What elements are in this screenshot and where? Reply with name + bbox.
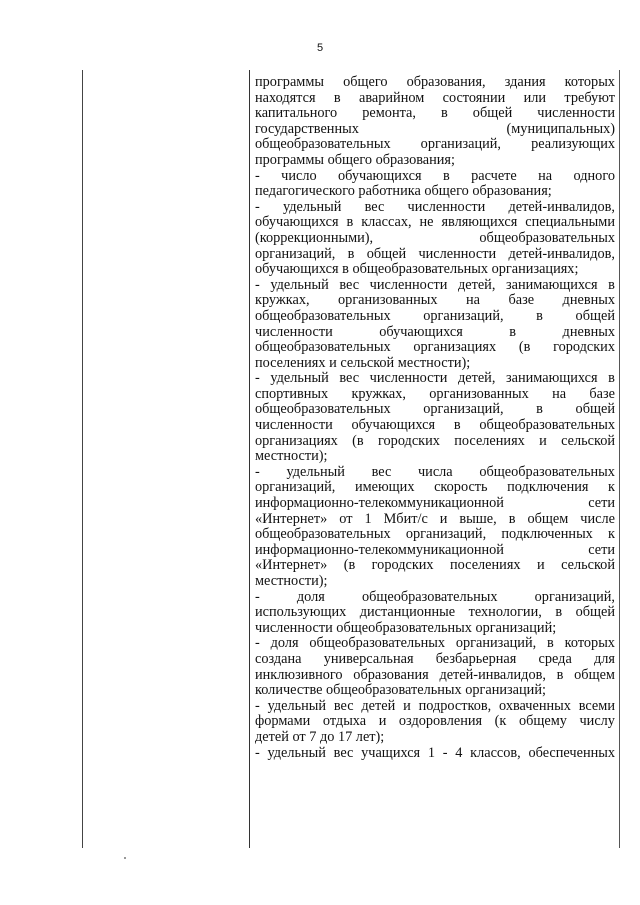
word: и: [378, 713, 387, 730]
text-line: [255, 215, 615, 231]
word: создана: [255, 650, 302, 667]
word: в: [440, 105, 448, 122]
word: численности общеобразовательных организаций;: [255, 619, 557, 636]
word: подключения: [507, 479, 589, 496]
word: общеобразовательных: [309, 635, 446, 652]
word: специальными: [525, 214, 615, 231]
word: обучающихся: [255, 214, 339, 231]
word: отдыха: [322, 713, 367, 730]
text-line: [255, 371, 615, 387]
text-line: [255, 512, 615, 528]
text-line: [255, 200, 615, 216]
word: организаций,: [423, 307, 504, 324]
word: не: [419, 214, 434, 231]
word: на: [465, 292, 480, 309]
word: подростков,: [418, 697, 492, 714]
word: в: [536, 401, 543, 418]
text-line: [255, 730, 615, 746]
word: -: [255, 588, 260, 605]
word: «Интернет»: [255, 557, 328, 574]
text-line: [255, 465, 615, 481]
word: вес: [333, 744, 354, 761]
word: общей: [575, 401, 615, 418]
word: (в: [343, 557, 356, 574]
word: поселениях: [450, 557, 521, 574]
text-line: [255, 683, 615, 699]
word: (в: [352, 432, 364, 449]
word: всеми: [578, 697, 615, 714]
word: общеобразовательных: [255, 526, 391, 543]
word: организаций,: [455, 635, 537, 652]
word: общеобразовательных: [255, 136, 391, 153]
word: организаций,: [534, 588, 615, 605]
word: Мбит/с: [383, 510, 428, 527]
word: базе: [589, 385, 615, 402]
word: (к: [494, 713, 507, 730]
word: -: [255, 276, 260, 293]
word: ремонта,: [362, 105, 416, 122]
word: образования: [353, 666, 429, 683]
word: -: [255, 167, 260, 184]
word: удельный: [267, 744, 326, 761]
word: в: [509, 323, 517, 340]
text-line: [255, 356, 615, 372]
word: -: [255, 744, 260, 761]
word: организаций,: [420, 136, 502, 153]
word: городских: [378, 432, 440, 449]
word: от: [339, 510, 353, 527]
text-line: [255, 605, 615, 621]
word: капитального: [255, 105, 338, 122]
word: удельный: [282, 198, 342, 215]
word: занимающихся: [505, 370, 598, 387]
word: 1: [364, 510, 372, 527]
word: общей: [575, 307, 615, 324]
word: общей: [366, 245, 407, 262]
word: организациях: [413, 339, 497, 356]
text-line: [255, 527, 615, 543]
word: (коррекционными),: [255, 229, 374, 246]
word: поселениях и сельской местности);: [255, 354, 471, 371]
word: доля: [270, 635, 299, 652]
word: -: [255, 198, 260, 215]
text-line: [255, 387, 615, 403]
word: вес: [339, 276, 360, 293]
word: которых: [564, 635, 615, 652]
word: численности: [255, 323, 333, 340]
word: к: [608, 526, 615, 543]
word: детей,: [457, 370, 496, 387]
word: для: [593, 650, 615, 667]
word: удельный: [270, 276, 329, 293]
word: обучающихся: [379, 323, 463, 340]
text-line: [255, 418, 615, 434]
text-line: [255, 746, 615, 762]
word: организованных: [338, 292, 438, 309]
text-line: [255, 449, 615, 465]
word: требуют: [564, 89, 615, 106]
word: дистанционные: [359, 604, 456, 621]
word: 4: [455, 744, 463, 761]
text-line: [255, 262, 615, 278]
word: численности: [418, 245, 497, 262]
word: в: [547, 635, 554, 652]
word: обучающихся: [351, 417, 436, 434]
text-line: [255, 402, 615, 418]
word: или: [523, 89, 547, 106]
word: и: [403, 697, 411, 714]
word: детей: [361, 697, 396, 714]
word: занимающихся: [505, 276, 598, 293]
word: -: [255, 463, 260, 480]
text-line: [255, 636, 615, 652]
word: общему: [518, 713, 567, 730]
word: организаций,: [423, 401, 504, 418]
word: -: [442, 744, 448, 761]
word: находятся: [255, 89, 316, 106]
text-line: [255, 668, 615, 684]
word: общей: [472, 105, 513, 122]
word: к: [608, 479, 615, 496]
word: информационно-телекоммуникационной: [255, 541, 504, 558]
word: в: [333, 89, 341, 106]
text-line: [255, 480, 615, 496]
word: вес: [364, 198, 385, 215]
word: численности: [369, 276, 448, 293]
word: число: [281, 167, 317, 184]
text-line: [255, 184, 615, 200]
text-line: [255, 558, 615, 574]
text-line: [255, 91, 615, 107]
word: -: [255, 697, 260, 714]
word: «Интернет»: [255, 510, 328, 527]
word: государственных: [255, 120, 359, 137]
word: в: [556, 666, 564, 683]
word: формами: [255, 713, 311, 730]
word: в: [453, 417, 461, 434]
word: дневных: [562, 323, 615, 340]
word: которых: [564, 74, 615, 90]
word: универсальная: [323, 650, 414, 667]
word: общеобразовательных: [479, 229, 615, 246]
word: использующих: [255, 604, 347, 621]
word: программы общего образования;: [255, 151, 455, 168]
word: числу: [579, 713, 615, 730]
word: сети: [588, 495, 615, 512]
word: в: [536, 307, 543, 324]
word: на: [552, 385, 567, 402]
text-line: [255, 714, 615, 730]
word: -: [255, 370, 260, 387]
table-left-border: [82, 70, 83, 848]
word: детей-инвалидов,: [439, 666, 546, 683]
word: детей-инвалидов,: [508, 245, 615, 262]
word: в: [555, 604, 563, 621]
scan-speck: [124, 857, 126, 859]
word: организованных: [429, 385, 529, 402]
word: инклюзивного: [255, 666, 343, 683]
table-column-divider: [249, 70, 250, 848]
word: местности);: [255, 448, 328, 465]
text-line: [255, 621, 615, 637]
word: детей-инвалидов,: [508, 198, 615, 215]
word: и: [539, 432, 547, 449]
word: в: [508, 510, 516, 527]
word: -: [255, 635, 260, 652]
word: среда: [538, 650, 572, 667]
word: общеобразовательных: [479, 463, 615, 480]
text-line: [255, 106, 615, 122]
word: классов,: [470, 744, 521, 761]
word: являющихся: [441, 214, 518, 231]
word: организаций,: [255, 479, 336, 496]
word: кружках,: [255, 292, 310, 309]
table-text-column: [255, 75, 615, 761]
word: детей,: [457, 276, 496, 293]
word: численности: [369, 370, 448, 387]
word: технологии,: [468, 604, 542, 621]
word: общем: [574, 666, 615, 683]
text-line: [255, 434, 615, 450]
word: программы: [255, 74, 325, 90]
word: информационно-телекоммуникационной: [255, 495, 504, 512]
word: общеобразовательных: [361, 588, 498, 605]
text-line: [255, 325, 615, 341]
text-line: [255, 652, 615, 668]
word: удельный: [267, 697, 327, 714]
word: подключенных: [501, 526, 593, 543]
word: в: [346, 214, 354, 231]
word: поселениях: [454, 432, 525, 449]
word: общеобразовательных: [255, 307, 391, 324]
word: общем: [527, 510, 569, 527]
word: скорость: [434, 479, 488, 496]
page-number: 5: [316, 42, 324, 54]
word: и: [536, 557, 545, 574]
table-right-border: [619, 70, 620, 848]
word: вес: [333, 697, 354, 714]
word: имеющих: [354, 479, 415, 496]
text-line: [255, 309, 615, 325]
word: в: [442, 167, 450, 184]
text-line: [255, 574, 615, 590]
word: организаций,: [255, 245, 336, 262]
word: кружках,: [351, 385, 406, 402]
word: на: [538, 167, 553, 184]
text-line: [255, 153, 615, 169]
word: численности: [255, 417, 333, 434]
word: числа: [417, 463, 453, 480]
word: численности: [407, 198, 486, 215]
word: общеобразовательных: [255, 339, 391, 356]
text-line: [255, 75, 615, 91]
word: и: [439, 510, 448, 527]
word: 1: [427, 744, 436, 761]
word: общеобразовательных: [479, 417, 615, 434]
word: охваченных: [499, 697, 571, 714]
word: образования,: [406, 74, 486, 90]
word: в: [608, 370, 615, 387]
word: в: [347, 245, 355, 262]
word: организациях: [255, 432, 338, 449]
word: безбарьерная: [435, 650, 517, 667]
word: состоянии: [442, 89, 506, 106]
word: (в: [518, 339, 531, 356]
word: удельный: [270, 370, 329, 387]
word: численности: [537, 105, 615, 122]
text-line: [255, 278, 615, 294]
word: доля: [296, 588, 325, 605]
word: выше,: [459, 510, 497, 527]
text-line: [255, 543, 615, 559]
text-line: [255, 137, 615, 153]
word: общей: [575, 604, 615, 621]
word: городских: [371, 557, 434, 574]
word: аварийном: [358, 89, 425, 106]
word: одного: [573, 167, 615, 184]
word: сельской: [561, 557, 615, 574]
word: классах,: [361, 214, 412, 231]
word: оздоровления: [398, 713, 483, 730]
word: дневных: [562, 292, 615, 309]
word: учащихся: [361, 744, 421, 761]
word: организаций,: [405, 526, 487, 543]
text-line: [255, 340, 615, 356]
word: (муниципальных): [506, 120, 615, 137]
word: вес: [339, 370, 360, 387]
word: базе: [508, 292, 535, 309]
word: обучающихся: [338, 167, 422, 184]
word: общего: [343, 74, 388, 90]
word: реализующих: [531, 136, 615, 153]
word: детей от 7 до 17 лет);: [255, 728, 385, 745]
word: количестве общеобразовательных организаций;: [255, 682, 546, 699]
word: удельный: [286, 463, 345, 480]
word: обеспеченных: [528, 744, 615, 761]
word: городских: [553, 339, 615, 356]
text-line: [255, 231, 615, 247]
text-line: [255, 699, 615, 715]
word: обучающихся в общеобразовательных организациях;: [255, 261, 579, 278]
word: сети: [588, 541, 615, 558]
word: числе: [580, 510, 615, 527]
text-line: [255, 122, 615, 138]
word: спортивных: [255, 385, 329, 402]
word: местности);: [255, 573, 328, 589]
word: вес: [371, 463, 392, 480]
word: здания: [504, 74, 546, 90]
text-line: [255, 590, 615, 606]
word: в: [608, 276, 615, 293]
text-line: [255, 496, 615, 512]
text-line: [255, 169, 615, 185]
word: расчете: [471, 167, 517, 184]
text-line: [255, 293, 615, 309]
word: педагогического работника общего образования;: [255, 183, 552, 200]
text-line: [255, 247, 615, 263]
word: сельской: [561, 432, 615, 449]
word: общеобразовательных: [255, 401, 391, 418]
